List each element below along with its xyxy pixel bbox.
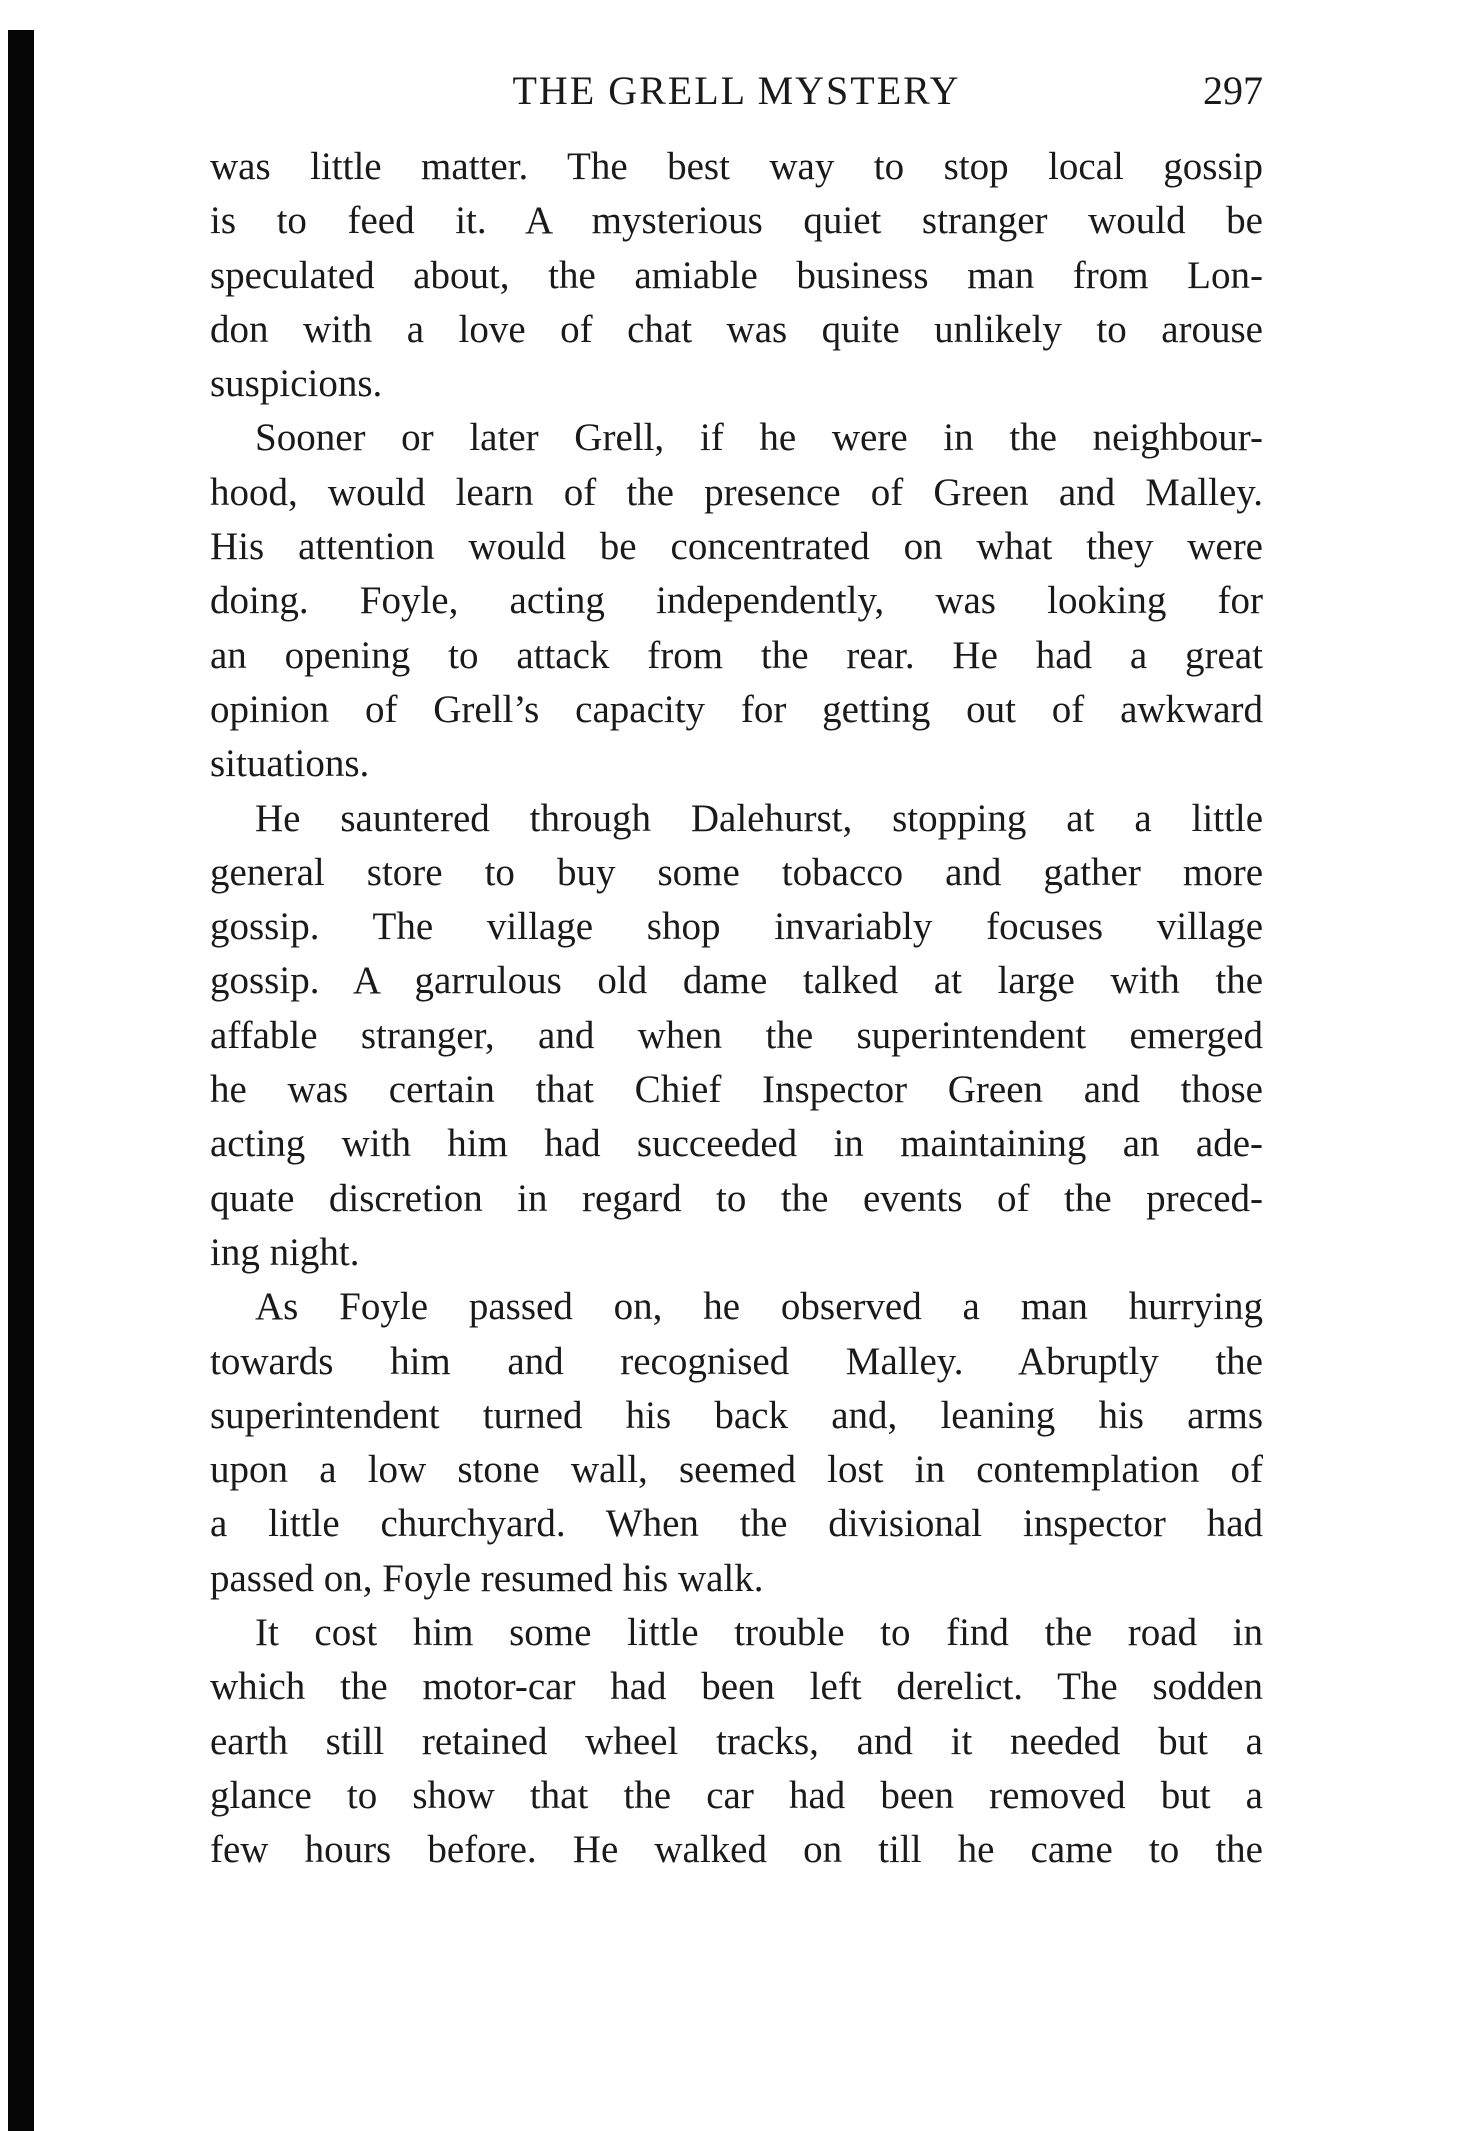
text-line: His attention would be concentrated on what they were <box>210 525 1263 569</box>
running-title: THE GRELL MYSTERY <box>512 68 961 113</box>
text-line: doing. Foyle, acting independently, was looking for <box>210 579 1263 623</box>
text-line: suspicions. <box>210 362 383 406</box>
text-line: acting with him had succeeded in maintaining an ade- <box>210 1122 1263 1166</box>
text-line: affable stranger, and when the superintendent emerged <box>210 1013 1263 1057</box>
text-line: speculated about, the amiable business man from Lon- <box>210 253 1263 297</box>
text-line: a little churchyard. When the divisional inspector had <box>210 1502 1263 1546</box>
text-line: glance to show that the car had been removed but a <box>210 1773 1263 1817</box>
page-header <box>210 66 1263 116</box>
page-binding-edge <box>8 30 34 2131</box>
text-line: was little matter. The best way to stop local gossip <box>210 145 1263 188</box>
text-line: passed on, Foyle resumed his walk. <box>210 1556 764 1600</box>
text-line: quate discretion in regard to the events of the preced- <box>210 1176 1263 1220</box>
page-number: 297 <box>1203 68 1263 113</box>
text-line: hood, would learn of the presence of Green and Malley. <box>210 470 1263 514</box>
text-line: As Foyle passed on, he observed a man hurrying <box>255 1285 1263 1329</box>
text-line: general store to buy some tobacco and gather more <box>210 850 1263 894</box>
text-line: an opening to attack from the rear. He had a great <box>210 633 1263 677</box>
text-line: It cost him some little trouble to find the road in <box>255 1611 1263 1655</box>
text-line: situations. <box>210 742 370 786</box>
text-line: He sauntered through Dalehurst, stopping at a little <box>255 796 1263 840</box>
text-line: gossip. A garrulous old dame talked at large with the <box>210 959 1263 1003</box>
text-line: earth still retained wheel tracks, and it needed but a <box>210 1719 1263 1763</box>
text-line: upon a low stone wall, seemed lost in contemplation of <box>210 1448 1263 1492</box>
text-line: which the motor-car had been left derelict. The sodden <box>210 1665 1263 1709</box>
text-line: ing night. <box>210 1230 360 1274</box>
text-line: superintendent turned his back and, leaning his arms <box>210 1393 1263 1437</box>
text-line: opinion of Grell’s capacity for getting out of awkward <box>210 687 1263 731</box>
body-text <box>210 140 1263 1878</box>
text-line: he was certain that Chief Inspector Green and those <box>210 1068 1263 1112</box>
text-line: few hours before. He walked on till he came to the <box>210 1828 1263 1872</box>
text-line: gossip. The village shop invariably focuses village <box>210 905 1263 949</box>
text-line: is to feed it. A mysterious quiet stranger would be <box>210 199 1263 243</box>
text-line: Sooner or later Grell, if he were in the neighbour- <box>255 416 1263 460</box>
text-line: don with a love of chat was quite unlikely to arouse <box>210 307 1263 351</box>
text-line: towards him and recognised Malley. Abruptly the <box>210 1339 1263 1383</box>
